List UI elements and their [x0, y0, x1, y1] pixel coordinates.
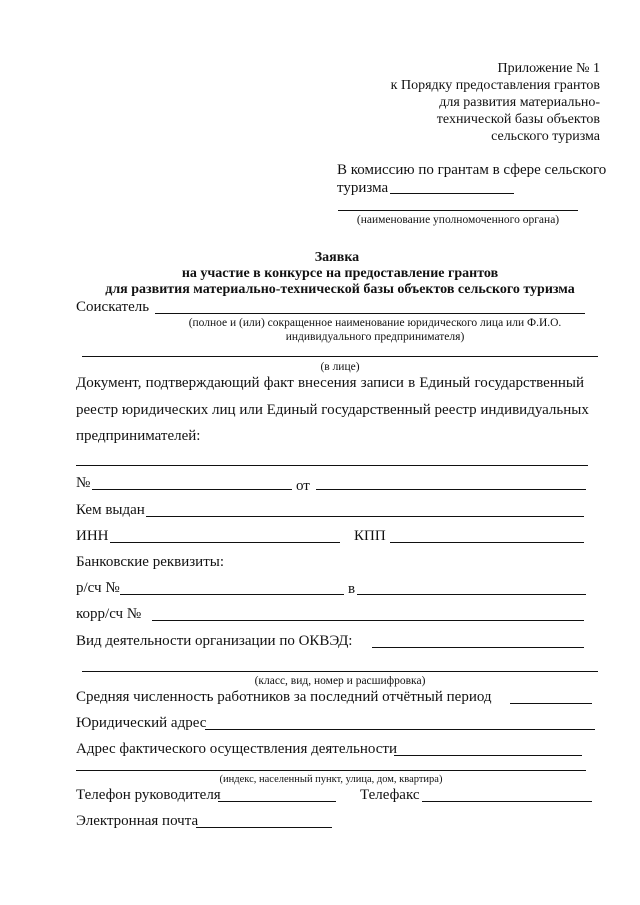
title-line-2: на участие в конкурсе на предоставление грантов — [181, 266, 499, 281]
bank-details-label: Банковские реквизиты: — [76, 554, 225, 570]
kpp-label: КПП — [354, 528, 386, 544]
appendix-line-4: технической базы объектов — [436, 112, 600, 127]
applicant-caption-2: индивидуального предпринимателя) — [285, 331, 465, 343]
person-field[interactable] — [82, 356, 598, 357]
corr-account-label: корр/сч № — [76, 606, 142, 622]
addressee-blank-2[interactable] — [338, 210, 578, 211]
actual-address-field-1[interactable] — [394, 755, 582, 756]
applicant-caption-1: (полное и (или) сокращенное наименование юридического лица или Ф.И.О. — [188, 317, 562, 329]
appendix-line-1: Приложение № 1 — [497, 61, 600, 76]
addressee-blank-1[interactable] — [390, 193, 514, 194]
legal-address-label: Юридический адрес — [76, 715, 207, 731]
legal-address-field[interactable] — [205, 729, 595, 730]
appendix-line-2: к Порядку предоставления грантов — [390, 78, 600, 93]
okved-caption: (класс, вид, номер и расшифровка) — [254, 675, 426, 687]
appendix-line-5: сельского туризма — [491, 129, 600, 144]
number-field[interactable] — [92, 489, 292, 490]
title-line-3: для развития материально-технической базы объектов сельского туризма — [105, 282, 575, 297]
appendix-line-3: для развития материально- — [439, 95, 600, 110]
address-caption: (индекс, населенный пункт, улица, дом, квартира) — [219, 774, 443, 785]
okved-label: Вид деятельности организации по ОКВЭД: — [76, 633, 353, 649]
issued-by-label: Кем выдан — [76, 502, 145, 518]
issued-by-field[interactable] — [146, 516, 584, 517]
document-line-3: предпринимателей: — [76, 428, 201, 444]
title-line-1: Заявка — [314, 250, 360, 265]
document-line-2: реестр юридических лиц или Единый государственный реестр индивидуальных — [76, 402, 589, 418]
from-label: от — [296, 478, 310, 494]
head-phone-label: Телефон руководителя — [76, 787, 221, 803]
fax-label: Телефакс — [360, 787, 420, 803]
actual-address-label: Адрес фактического осуществления деятельности — [76, 741, 397, 757]
employees-label: Средняя численность работников за последний отчётный период — [76, 689, 492, 705]
email-field[interactable] — [196, 827, 332, 828]
document-field[interactable] — [76, 465, 588, 466]
account-field[interactable] — [120, 594, 344, 595]
actual-address-field-2[interactable] — [76, 770, 586, 771]
from-field[interactable] — [316, 489, 586, 490]
addressee-line-1: В комиссию по грантам в сфере сельского — [337, 162, 607, 178]
corr-account-field[interactable] — [152, 620, 584, 621]
addressee-line-2: туризма — [337, 180, 389, 196]
account-label: р/сч № — [76, 580, 120, 596]
addressee-caption: (наименование уполномоченного органа) — [356, 214, 560, 226]
inn-label: ИНН — [76, 528, 109, 544]
inn-field[interactable] — [110, 542, 340, 543]
in-label: в — [348, 581, 356, 597]
email-label: Электронная почта — [76, 813, 199, 829]
fax-field[interactable] — [422, 801, 592, 802]
kpp-field[interactable] — [390, 542, 584, 543]
employees-field[interactable] — [510, 703, 592, 704]
okved-field-2[interactable] — [82, 671, 598, 672]
bank-name-field[interactable] — [357, 594, 586, 595]
applicant-field[interactable] — [155, 313, 585, 314]
person-caption: (в лице) — [320, 361, 360, 373]
head-phone-field[interactable] — [218, 801, 336, 802]
number-label: № — [76, 475, 91, 491]
applicant-label: Соискатель — [76, 299, 150, 315]
document-line-1: Документ, подтверждающий факт внесения записи в Единый государственный — [76, 375, 584, 391]
okved-field-1[interactable] — [372, 647, 584, 648]
